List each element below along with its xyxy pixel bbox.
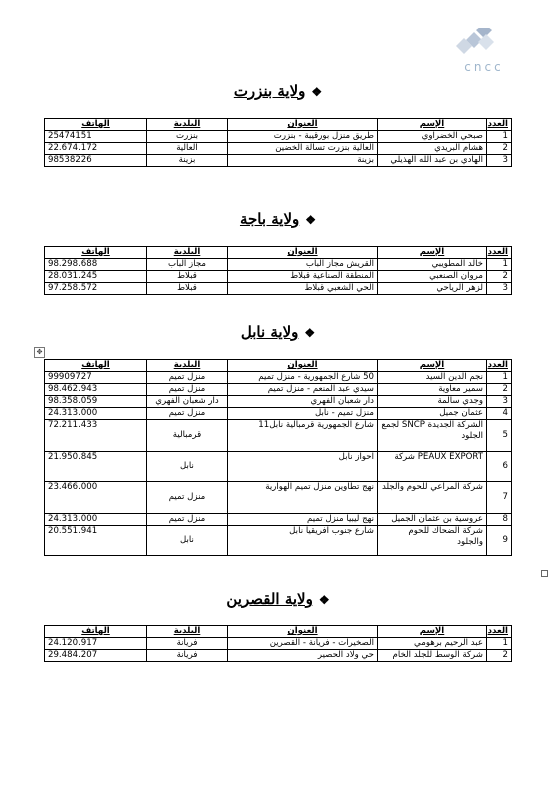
table-row <box>45 514 512 526</box>
table-nabeul <box>44 359 512 556</box>
cell-name: الهادي بن عبد الله الهذيلي <box>378 155 487 167</box>
cell-num: 1 <box>487 259 512 271</box>
cell-num: 6 <box>487 452 512 482</box>
cell-address: احواز نابل <box>228 452 378 482</box>
cell-municipality: بنزرت <box>147 131 228 143</box>
cell-num: 1 <box>487 131 512 143</box>
diamond-bullet-icon: ❖ <box>318 593 330 607</box>
table-bizerte <box>44 118 512 167</box>
table-row <box>45 526 512 556</box>
cell-num: 1 <box>487 638 512 650</box>
table-header-row <box>45 626 512 638</box>
table-row <box>45 396 512 408</box>
table-beja <box>44 246 512 295</box>
cell-municipality: فريانة <box>147 650 228 662</box>
cell-municipality: نابل <box>147 526 228 556</box>
cell-address: طريق منزل بورقيبة - بنزرت <box>228 131 378 143</box>
section-heading-beja: ولاية باجة ❖ <box>239 210 317 228</box>
cell-phone: 21.950.845 <box>45 452 147 482</box>
cell-name: خالد المطويبي <box>378 259 487 271</box>
cell-name: عروسية بن عثمان الجميل <box>378 514 487 526</box>
header-num: العدد <box>487 360 512 372</box>
cell-num: 3 <box>487 155 512 167</box>
cell-name: سمير معاوية <box>378 384 487 396</box>
header-address: العنوان <box>228 119 378 131</box>
cell-num: 3 <box>487 283 512 295</box>
cell-municipality: مجاز الباب <box>147 259 228 271</box>
cell-name: صبحي الخضراوي <box>378 131 487 143</box>
cell-name: هشام البريدي <box>378 143 487 155</box>
cell-municipality: نابل <box>147 452 228 482</box>
cell-address: 50 شارع الجمهورية - منزل تميم <box>228 372 378 384</box>
cell-num: 2 <box>487 384 512 396</box>
table-row <box>45 638 512 650</box>
cell-address: العالية بنزرت تسالة الخضين <box>228 143 378 155</box>
header-name: الإسم <box>378 119 487 131</box>
header-municipality: البلدية <box>147 247 228 259</box>
header-num: العدد <box>487 119 512 131</box>
table-row <box>45 143 512 155</box>
cell-address: دار شعبان الفهري <box>228 396 378 408</box>
diamond-bullet-icon: ❖ <box>305 213 317 227</box>
table-row <box>45 650 512 662</box>
header-municipality: البلدية <box>147 626 228 638</box>
table-row <box>45 131 512 143</box>
cell-address: الحي الشعبي قبلاط <box>228 283 378 295</box>
table-header-row <box>45 360 512 372</box>
cell-phone: 24.313.000 <box>45 514 147 526</box>
section-heading-kasserine: ولاية القصرين ❖ <box>226 590 330 608</box>
table-row <box>45 372 512 384</box>
header-address: العنوان <box>228 626 378 638</box>
cell-name: عبد الرحيم برهومي <box>378 638 487 650</box>
cell-municipality: بزينة <box>147 155 228 167</box>
header-name: الإسم <box>378 626 487 638</box>
cell-num: 5 <box>487 420 512 452</box>
cell-municipality: قبلاط <box>147 271 228 283</box>
cell-municipality: منزل تميم <box>147 408 228 420</box>
section-heading-bizerte: ولاية بنزرت ❖ <box>233 82 323 100</box>
table-resize-handle[interactable] <box>541 570 548 577</box>
table-kasserine <box>44 625 512 662</box>
header-municipality: البلدية <box>147 119 228 131</box>
cell-phone: 99909727 <box>45 372 147 384</box>
header-num: العدد <box>487 247 512 259</box>
cell-address: منزل تميم - نابل <box>228 408 378 420</box>
cell-address: شارع جنوب افريقيا نابل <box>228 526 378 556</box>
cell-phone: 98.358.059 <box>45 396 147 408</box>
table-header-row <box>45 247 512 259</box>
cell-address: نهج تطاوين منزل تميم الهوارية <box>228 482 378 514</box>
header-phone: الهاتف <box>45 360 147 372</box>
header-address: العنوان <box>228 247 378 259</box>
cell-address: حي ولاد الحصير <box>228 650 378 662</box>
cell-municipality: منزل تميم <box>147 384 228 396</box>
cell-phone: 24.120.917 <box>45 638 147 650</box>
table-row <box>45 271 512 283</box>
cell-name: شركة الضحاك للحوم والجلود <box>378 526 487 556</box>
cell-name: PEAUX EXPORT شركة <box>378 452 487 482</box>
cell-phone: 20.551.941 <box>45 526 147 556</box>
cell-name: شركة المراعي للحوم والجلد <box>378 482 487 514</box>
cell-name: شركة الوسط للجلد الخام <box>378 650 487 662</box>
header-name: الإسم <box>378 360 487 372</box>
cell-municipality: منزل تميم <box>147 372 228 384</box>
cell-name: مروان الصنعبي <box>378 271 487 283</box>
cell-name: لزهر الرياحي <box>378 283 487 295</box>
cell-phone: 22.674.172 <box>45 143 147 155</box>
cell-phone: 98.298.688 <box>45 259 147 271</box>
cell-phone: 97.258.572 <box>45 283 147 295</box>
cell-phone: 98.462.943 <box>45 384 147 396</box>
table-row <box>45 155 512 167</box>
cell-num: 1 <box>487 372 512 384</box>
table-row <box>45 420 512 452</box>
header-phone: الهاتف <box>45 119 147 131</box>
cell-num: 8 <box>487 514 512 526</box>
table-row <box>45 482 512 514</box>
cell-num: 3 <box>487 396 512 408</box>
header-address: العنوان <box>228 360 378 372</box>
cell-municipality: منزل تميم <box>147 514 228 526</box>
cell-phone: 24.313.000 <box>45 408 147 420</box>
cell-phone: 29.484.207 <box>45 650 147 662</box>
header-phone: الهاتف <box>45 626 147 638</box>
cell-num: 2 <box>487 271 512 283</box>
cell-phone: 25474151 <box>45 131 147 143</box>
cell-address: شارع الجمهورية قرمبالية نابل11 <box>228 420 378 452</box>
table-row <box>45 283 512 295</box>
cell-municipality: قرمبالية <box>147 420 228 452</box>
cell-municipality: دار شعبان الفهري <box>147 396 228 408</box>
logo-text: cncc <box>464 60 504 74</box>
header-phone: الهاتف <box>45 247 147 259</box>
cell-address: القريش مجاز الباب <box>228 259 378 271</box>
cell-phone: 23.466.000 <box>45 482 147 514</box>
cell-municipality: فريانة <box>147 638 228 650</box>
cell-name: عثمان جميل <box>378 408 487 420</box>
table-row <box>45 452 512 482</box>
table-row <box>45 259 512 271</box>
cell-municipality: العالية <box>147 143 228 155</box>
diamond-bullet-icon: ❖ <box>304 326 316 340</box>
table-header-row <box>45 119 512 131</box>
header-name: الإسم <box>378 247 487 259</box>
cell-address: بزينة <box>228 155 378 167</box>
cell-phone: 72.211.433 <box>45 420 147 452</box>
cell-name: وجدي سالمة <box>378 396 487 408</box>
table-move-handle-icon[interactable]: ✥ <box>34 347 45 358</box>
header-municipality: البلدية <box>147 360 228 372</box>
cell-municipality: منزل تميم <box>147 482 228 514</box>
cell-address: سيدي عبد المنعم - منزل تميم <box>228 384 378 396</box>
cell-name: الشركة الجديدة SNCP لجمع الجلود <box>378 420 487 452</box>
cell-num: 4 <box>487 408 512 420</box>
header-num: العدد <box>487 626 512 638</box>
cell-address: الصخيرات - فريانة - القصرين <box>228 638 378 650</box>
cell-num: 2 <box>487 650 512 662</box>
cell-num: 7 <box>487 482 512 514</box>
cell-municipality: قبلاط <box>147 283 228 295</box>
cell-phone: 28.031.245 <box>45 271 147 283</box>
cell-num: 2 <box>487 143 512 155</box>
table-row <box>45 408 512 420</box>
section-heading-nabeul: ولاية نابل ❖ <box>240 323 316 341</box>
cell-num: 9 <box>487 526 512 556</box>
cell-address: نهج ليبيا منزل تميم <box>228 514 378 526</box>
cell-phone: 98538226 <box>45 155 147 167</box>
table-row <box>45 384 512 396</box>
cell-address: المنطقة الصناعية قبلاط <box>228 271 378 283</box>
diamond-bullet-icon: ❖ <box>311 85 323 99</box>
cell-name: نجم الدين السيد <box>378 372 487 384</box>
